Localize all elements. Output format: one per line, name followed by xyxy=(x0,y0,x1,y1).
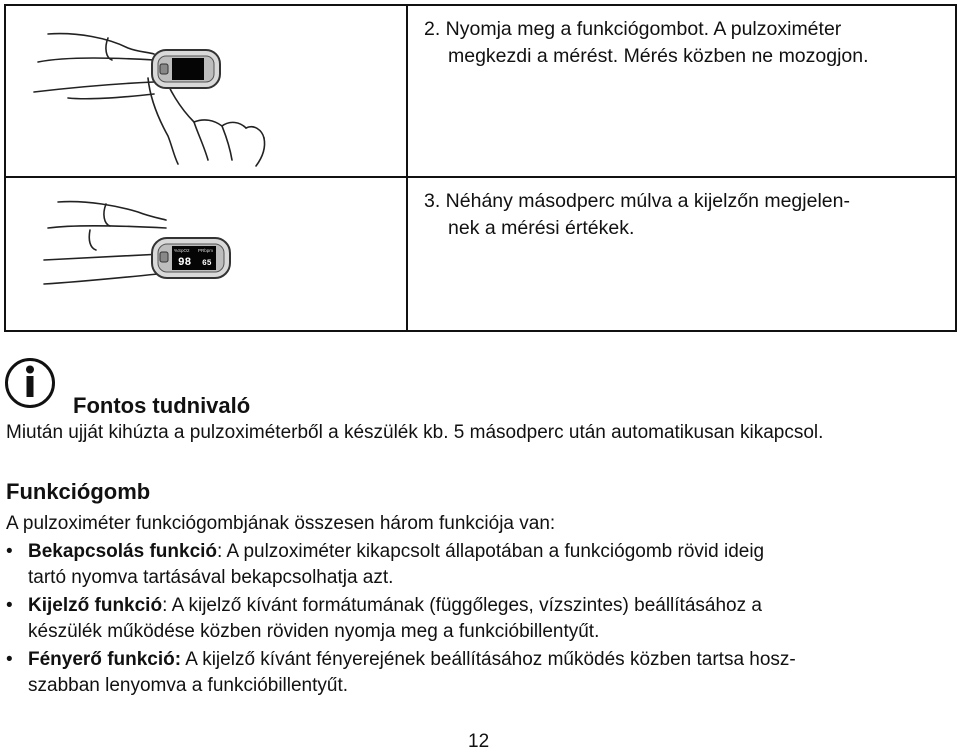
display-pulse-value: 65 xyxy=(202,259,212,268)
step-3-text xyxy=(424,188,850,242)
bullet-text: : A kijelző kívánt formátumának (függőleges, vízszintes) beállításához a xyxy=(162,595,762,616)
notice-text: Miután ujját kihúzta a pulzoximéterből a készülék kb. 5 másodperc után automatikusan kikapcsol. xyxy=(6,422,824,443)
list-item xyxy=(6,593,946,645)
step-2-line-1: 2. Nyomja meg a funkciógombot. A pulzoximéter xyxy=(424,18,842,40)
section-intro: A pulzoximéter funkciógombjának összesen három funkciója van: xyxy=(6,513,556,534)
step-row-2 xyxy=(6,6,955,178)
bullet-icon: • xyxy=(6,649,13,670)
step-3-line-1: 3. Néhány másodperc múlva a kijelzőn megjelen- xyxy=(424,190,850,212)
list-item xyxy=(6,539,946,591)
step-2-line-2: megkezdi a mérést. Mérés közben ne mozogjon. xyxy=(448,45,869,67)
display-label-pulse: PRbpm xyxy=(198,248,214,253)
display-spo2-value: 98 xyxy=(178,257,192,269)
reading-display-illustration xyxy=(8,180,404,328)
bullet-text-cont: tartó nyomva tartásával bekapcsolhatja azt. xyxy=(28,567,394,588)
bullet-text-cont: készülék működése közben röviden nyomja meg a funkcióbillentyűt. xyxy=(28,621,600,642)
step-2-text xyxy=(424,16,869,70)
bullet-icon: • xyxy=(6,595,13,616)
bullet-text-cont: szabban lenyomva a funkcióbillentyűt. xyxy=(28,675,349,696)
section-title: Funkciógomb xyxy=(6,479,151,504)
step-row-3 xyxy=(6,178,955,330)
bullet-text: : A pulzoximéter kikapcsolt állapotában a funkciógomb rövid ideig xyxy=(217,541,765,562)
bullet-text: A kijelző kívánt fényerejének beállításához működés közben tartsa hosz- xyxy=(181,649,796,670)
bullet-bold: Bekapcsolás funkció xyxy=(28,541,218,562)
step-3-line-2: nek a mérési értékek. xyxy=(448,217,635,239)
bullet-icon: • xyxy=(6,541,13,562)
list-item xyxy=(6,647,946,699)
function-list xyxy=(6,539,946,701)
info-icon xyxy=(4,357,56,409)
instruction-table xyxy=(4,4,957,332)
bullet-bold: Kijelző funkció xyxy=(28,595,163,616)
notice-title: Fontos tudnivaló xyxy=(73,393,251,418)
bullet-bold: Fényerő funkció: xyxy=(28,649,182,670)
page-number: 12 xyxy=(468,731,490,752)
display-label-spo2: %SpO2 xyxy=(174,248,190,253)
finger-press-illustration xyxy=(8,8,404,176)
